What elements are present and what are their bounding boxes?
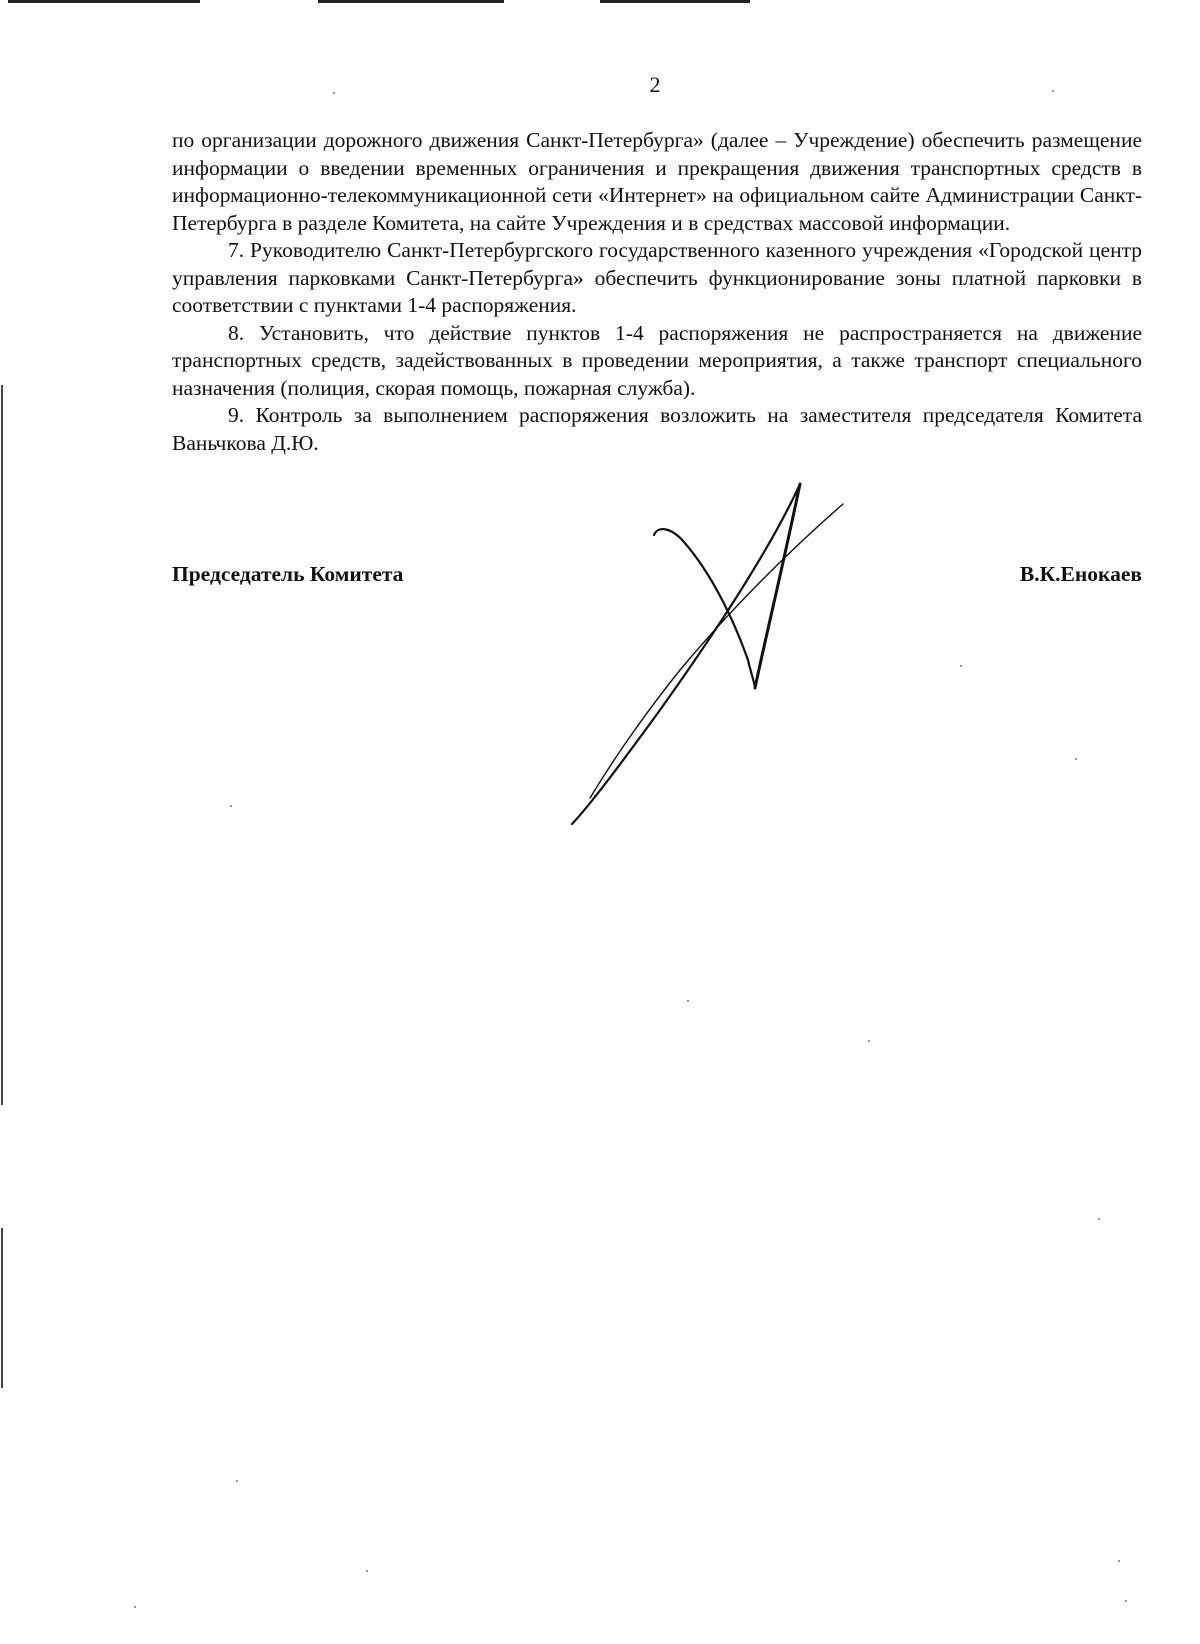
paragraph-item-8: 8. Установить, что действие пунктов 1-4 распоряжения не распространяется на движение транспортных средств, задействованных в проведении мероприятия, а также транспорт специального назначения (полиция, скорая помощь, пожарная служба). (172, 320, 1142, 400)
scan-speck (687, 1000, 689, 1002)
paragraph-item-9: 9. Контроль за выполнением распоряжения возложить на заместителя председателя Комитета Ваньчкова Д.Ю. (172, 403, 1142, 455)
signatory-name: В.К.Енокаев (1019, 562, 1142, 586)
left-scan-edge (1, 1228, 3, 1388)
paragraph-item-7: 7. Руководителю Санкт-Петербургского государственного казенного учреждения «Городской центр управления парковками Санкт-Петербурга» обеспечить функционирование зоны платной парковки в соответствии с пунктами 1-4 распоряжения. (172, 238, 1142, 317)
scan-speck (333, 92, 335, 94)
scan-speck (1052, 90, 1054, 92)
top-scan-rule (8, 0, 200, 3)
scan-speck (134, 1606, 136, 1608)
scan-speck (1118, 1560, 1120, 1562)
page-number: 2 (649, 72, 661, 97)
scan-speck (1075, 758, 1077, 760)
left-scan-edge (1, 385, 3, 1105)
top-scan-rule (600, 0, 750, 3)
document-body (172, 127, 1142, 457)
handwritten-signature (560, 480, 860, 825)
scan-speck (1125, 1600, 1127, 1602)
scan-speck (1098, 1218, 1100, 1220)
scan-speck (230, 805, 232, 807)
top-scan-rule (318, 0, 504, 3)
scan-speck (960, 665, 962, 667)
scan-speck (236, 1480, 238, 1482)
paragraph-continuation: по организации дорожного движения Санкт-Петербурга» (далее – Учреждение) обеспечить размещение информации о введении временных ограничения и прекращения движения транспортных средств в информационно-телекоммуникационной сети «Интернет» на официальном сайте Администрации Санкт-Петербурга в разделе Комитета, на сайте Учреждения и в средствах массовой информации. (172, 128, 1142, 235)
signatory-title: Председатель Комитета (172, 562, 404, 586)
scan-speck (868, 1040, 870, 1042)
scan-speck (366, 1570, 368, 1572)
